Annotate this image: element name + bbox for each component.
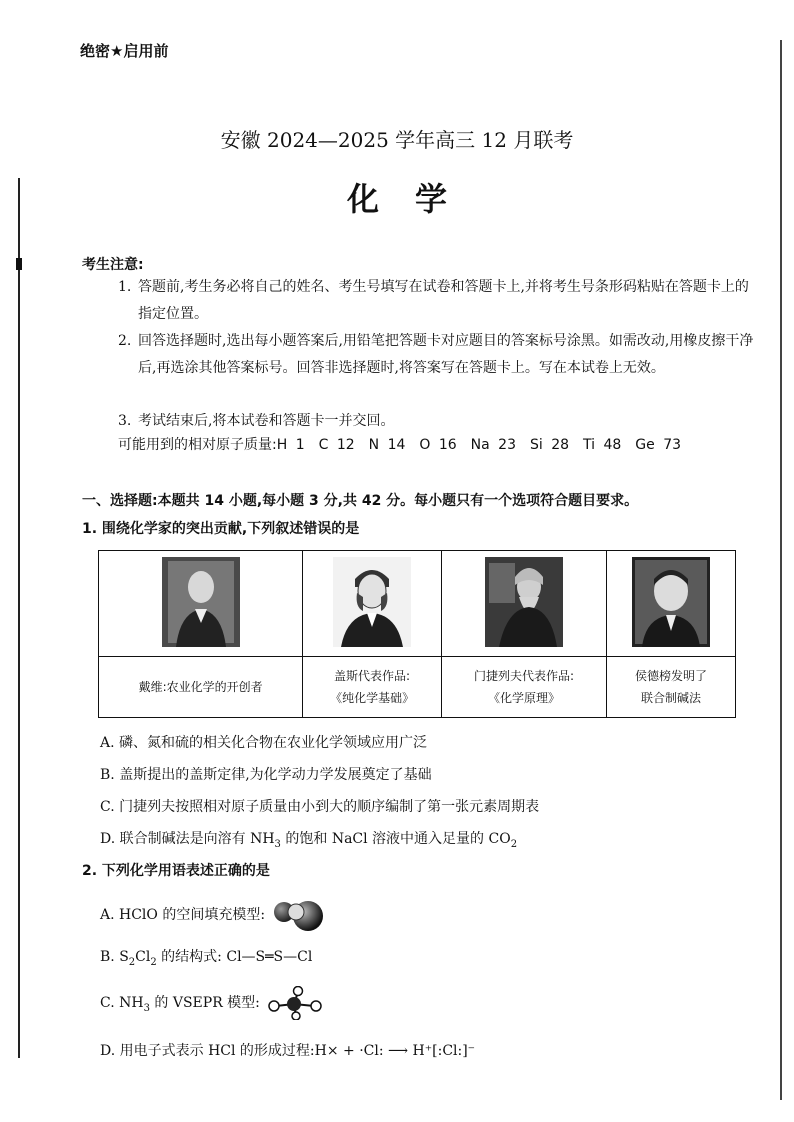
q1-option-c: C. 门捷列夫按照相对原子质量由小到大的顺序编制了第一张元素周期表 [100, 799, 540, 815]
portrait-davy-image [162, 557, 240, 647]
question-2-stem: 2. 下列化学用语表述正确的是 [82, 863, 270, 879]
notice-item-3 [118, 408, 754, 435]
option-text: 的饱和 NaCl 溶液中通入足量的 CO [280, 831, 511, 847]
q1-option-a: A. 磷、氮和硫的相关化合物在农业化学领域应用广泛 [100, 735, 428, 751]
question-1-stem: 1. 围绕化学家的突出贡献,下列叙述错误的是 [82, 521, 360, 537]
binding-mark [16, 258, 22, 270]
portrait-cell [606, 551, 735, 657]
chemist-caption-hou [606, 657, 735, 718]
subscript: 2 [510, 838, 518, 850]
caption-line: 戴维:农业化学的开创者 [138, 680, 263, 694]
portrait-mendeleev-image [485, 557, 563, 647]
chemist-table [98, 550, 736, 718]
notice-title: 考生注意: [82, 257, 144, 273]
notice-item-number: 3. [118, 413, 132, 429]
notice-item-1 [118, 274, 754, 328]
caption-line: 侯德榜发明了 [634, 669, 707, 683]
option-text: A. HClO 的空间填充模型: [100, 907, 266, 923]
caption-line: 《纯化学基础》 [330, 691, 415, 705]
caption-line: 盖斯代表作品: [334, 669, 411, 683]
atomic-masses: 可能用到的相对原子质量:H 1 C 12 N 14 O 16 Na 23 Si 28 Ti 48 Ge 73 [118, 437, 682, 453]
notice-item-text: 答题前,考生务必将自己的姓名、考生号填写在试卷和答题卡上,并将考生号条形码粘贴在答题卡上的指定位置。 [138, 279, 749, 322]
notice-item-number: 1. [118, 279, 132, 295]
chemist-caption-davy [99, 657, 303, 718]
hclo-space-filling-model-icon [270, 898, 330, 932]
notice-item-2 [118, 328, 754, 382]
binding-line [18, 178, 20, 1058]
portrait-cell [99, 551, 303, 657]
secret-label: 绝密★启用前 [80, 42, 169, 60]
q2-option-c [100, 986, 326, 1020]
subscript: 3 [143, 1002, 150, 1014]
option-text: C. NH [100, 995, 144, 1011]
caption-line: 门捷列夫代表作品: [473, 669, 574, 683]
nh3-vsepr-model-icon [264, 986, 326, 1020]
notice-item-number: 2. [118, 333, 132, 349]
subscript: 3 [274, 838, 281, 850]
portrait-cell [303, 551, 442, 657]
notice-item-text: 考试结束后,将本试卷和答题卡一并交回。 [138, 413, 395, 429]
notice-item-text: 回答选择题时,选出每小题答案后,用铅笔把答题卡对应题目的答案标号涂黑。如需改动,用橡皮擦干净后,再选涂其他答案标号。回答非选择题时,将答案写在答题卡上。写在本试卷上无效。 [138, 333, 754, 376]
subject-title: 化学 [346, 180, 483, 218]
q2-option-b [100, 946, 312, 968]
subscript: 2 [150, 956, 157, 968]
subscript: 2 [128, 956, 136, 968]
option-text: D. 联合制碱法是向溶有 NH [100, 831, 275, 847]
q2-option-d: D. 用电子式表示 HCl 的形成过程:H× + ·Cl: ⟶ H⁺[:Cl:]⁻ [100, 1043, 476, 1059]
section-heading: 一、选择题:本题共 14 小题,每小题 3 分,共 42 分。每小题只有一个选项符合题目要求。 [82, 493, 639, 509]
option-text: B. S [100, 949, 129, 965]
q2-option-a [100, 898, 330, 932]
caption-line: 《化学原理》 [487, 691, 560, 705]
exam-title: 安徽 2024—2025 学年高三 12 月联考 [220, 128, 574, 152]
q1-option-d [100, 828, 517, 850]
q1-option-b: B. 盖斯提出的盖斯定律,为化学动力学发展奠定了基础 [100, 767, 432, 783]
portrait-hou-image [632, 557, 710, 647]
caption-line: 联合制碱法 [640, 691, 701, 705]
chemist-caption-hess [303, 657, 442, 718]
option-text: 的 VSEPR 模型: [149, 995, 260, 1011]
chemist-caption-mendeleev [441, 657, 606, 718]
option-text: 的结构式: Cl—S═S—Cl [156, 949, 313, 965]
option-text: Cl [135, 949, 151, 965]
portrait-cell [441, 551, 606, 657]
portrait-hess-image [333, 557, 411, 647]
